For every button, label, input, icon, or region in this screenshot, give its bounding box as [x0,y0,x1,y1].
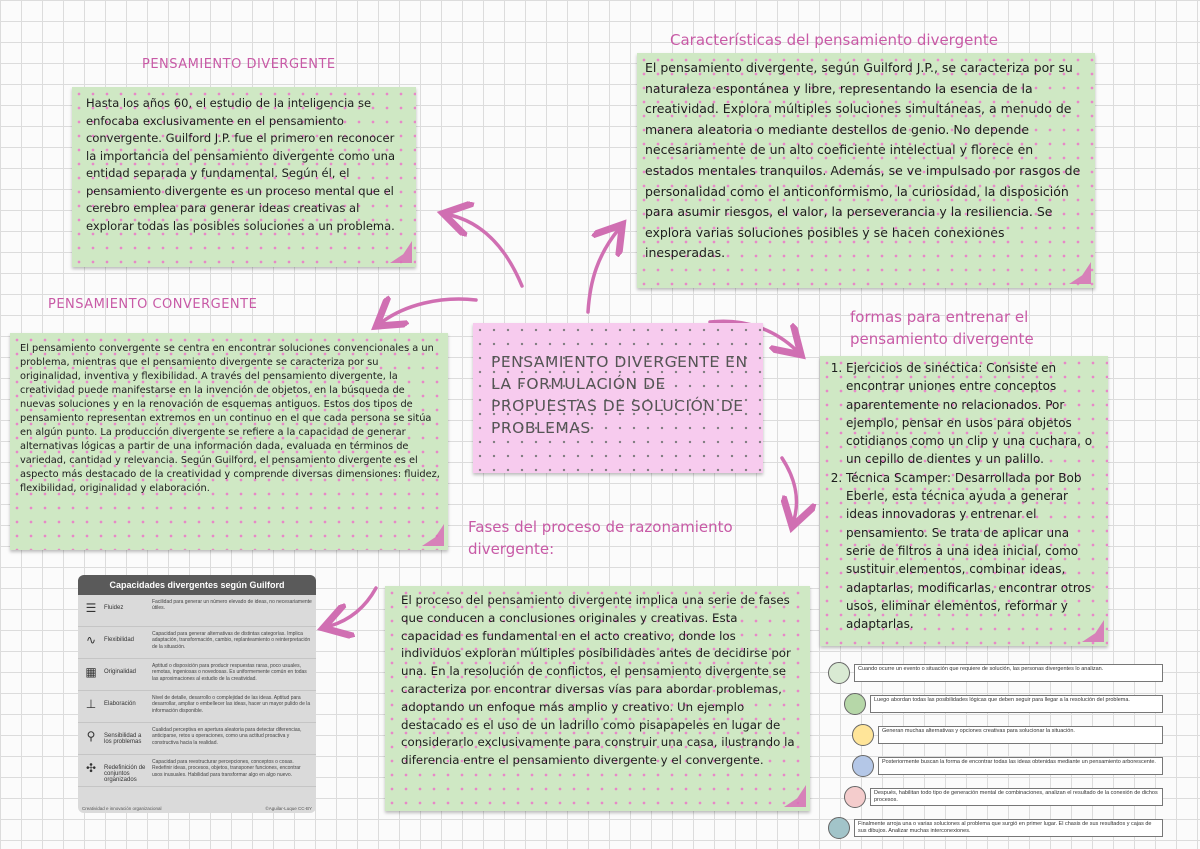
figure-row-label: Elaboración [104,701,136,707]
list-icon: ☰ [85,601,97,615]
figure-row-desc: Aptitud o disposición para producir respuestas raras, poco usuales, remotas, ingeniosas o novedosas. Es uniformemente común en todas las aproximaciones al estudio de la creatividad. [152,663,307,682]
hierarchy-icon: ⊥ [85,697,97,711]
fases-heading: Fases del proceso de razonamiento divergente: [468,518,733,558]
central-topic [473,323,763,473]
fases-text: El proceso del pensamiento divergente implica una serie de fases que conducen a conclusiones originales y creativas. Esta capacidad es fundamental en el acto creativo, donde los individuos exploran múltiples posibilidades antes de decidirse por una. En la resolución de conflictos, el pensamiento divergente se caracteriza por encontrar diversas vías para abordar problemas, adoptando un enfoque más amplio y creativo. Un ejemplo destacado es el uso de un ladrillo como pisapapeles en lugar de considerarlo exclusivamente para construir una casa, ilustrando la diferencia entre el pensamiento divergente y el convergente. [401,593,795,768]
arrow-to-figure [330,588,376,626]
step-text: Cuando ocurre un evento o situación que requiere de solución, las personas divergentes lo analizan. [854,664,1163,682]
figure-row [78,723,316,755]
puzzle-icon: ✣ [85,761,97,775]
step-text: Generan muchas alternativas y opciones creativas para solucionar la situación. [878,726,1163,744]
figure-row [78,595,316,627]
formas-item-2: 2. Técnica Scamper: Desarrollada por Bob Eberle, esta técnica ayuda a generar ideas innovadoras y entrenar el pensamiento. Se trata de aplicar una serie de filtros a una idea inicial, como sustituir elementos, combinar ideas, adaptarlas, modificarlas, encontrar otros usos, eliminar elementos, reformar y adaptarlas. [846,469,1100,634]
figure-row-label: Fluidez [104,605,124,611]
figure-title: Capacidades divergentes según Guilford [78,575,316,595]
figure-row-desc: Nivel de detalle, desarrollo o complejidad de las ideas. Aptitud para desarrollar, ampliar o embellecer las ideas, hacer un mayor pulido de la información disponible. [152,695,311,714]
step-text: Posteriormente buscan la forma de encontrar todas las ideas obtenidas mediante un pensamiento arborescente. [878,757,1163,775]
figure-row [78,659,316,691]
fases-box [385,586,810,811]
process-step [852,724,1163,746]
process-step [828,817,1163,839]
step-text: Después, habilitan todo tipo de generación mental de combinaciones, analizan el resultado de la conexión de dichos procesos. [870,788,1163,806]
figure-row-label: Originalidad [104,669,137,675]
flexibility-icon: ∿ [85,633,97,647]
formas-item-1: 1. Ejercicios de sinéctica: Consiste en encontrar uniones entre conceptos aparentemente no relacionados. Por ejemplo, pensar en usos para objetos cotidianos como un clip y una cuchara, o un cepillo de dientes y un palillo. [846,359,1100,469]
arrow-to-caracteristicas [588,230,618,312]
figure-row [78,755,316,787]
central-title: PENSAMIENTO DIVERGENTE EN LA FORMULACIÓN DE PROPUESTAS DE SOLUCIÓN DE PROBLEMAS [491,353,748,437]
formas-heading: formas para entrenar el pensamiento divergente [850,308,1034,348]
formas-box [820,356,1108,646]
divergente-heading: PENSAMIENTO DIVERGENTE [142,57,336,72]
convergente-box [10,333,448,550]
step-text: Luego abordan todas las posibilidades lógicas que deben seguir para llegar a la resolución del problema. [870,695,1163,713]
caracteristicas-text: El pensamiento divergente, según Guilford J.P., se caracteriza por su naturaleza espontánea y libre, representando la esencia de la creatividad. Explora múltiples soluciones simultáneas, a menudo de manera aleatoria o mediante destellos de genio. No depende necesariamente de un alto coeficiente intelectual y florece en estados mentales tranquilos. Además, se ve impulsado por rasgos de personalidad como el anticonformismo, la curiosidad, la disposición para asumir riesgos, el valor, la perseverancia y la resiliencia. Se explora varias soluciones posibles y se hacen conexiones inesperadas. [645,60,1081,261]
arrow-to-divergente [450,215,522,286]
process-step [844,786,1163,808]
figure-row-label: Redefinición de conjuntos organizados [104,765,146,783]
figure-footer [82,806,312,811]
figure-footer-right: ©Aguilar-Luque CC-BY [265,806,312,811]
process-step [828,662,1163,684]
guilford-capacities-figure [78,575,316,813]
process-step [852,755,1163,777]
convergente-heading: PENSAMIENTO CONVERGENTE [48,297,258,312]
figure-row-desc: Facilidad para generar un número elevado de ideas, no necesariamente útiles. [152,599,312,612]
caracteristicas-box [637,53,1095,288]
figure-row-desc: Cualidad perceptiva en apertura aleatoria para detectar diferencias, anticiparse, retos u operaciones, como una actitud proactiva y constructiva hacia la realidad. [152,727,302,746]
figure-row-label: Sensibilidad a los problemas [104,733,142,745]
convergente-text: El pensamiento convergente se centra en encontrar soluciones convencionales a un problema, mientras que el pensamiento divergente se caracteriza por su originalidad, inventiva y flexibilidad. A través del pensamiento divergente, la creatividad puede manifestarse en la invención de objetos, en la búsqueda de nuevas soluciones y en la renovación de esquemas antiguos. Estos dos tipos de pensamiento representan extremos en un continuo en el que cada persona se sitúa en algún punto. La producción divergente se refiere a la capacidad de generar alternativas lógicas a partir de una información dada, evaluada en términos de variedad, cantidad y relevancia. Según Guilford, el pensamiento divergente es el aspecto más destacado de la creatividad y comprende diversas dimensiones: fluidez, flexibilidad, originalidad y elaboración. [20,343,440,494]
arrow-to-convergente [382,299,476,322]
figure-row-label: Flexibilidad [104,637,135,643]
figure-row [78,691,316,723]
process-steps-diagram [828,662,1163,842]
step-dot [844,693,866,715]
figure-row-desc: Capacidad para reestructurar percepciones, conceptos o cosas. Redefinir ideas, procesos, objetos, transponer funciones, encontrar usos inusuales. Habilidad para transformar algo en algo nuevo. [152,759,301,778]
figure-row [78,627,316,659]
divergente-box [72,87,416,267]
step-dot [844,786,866,808]
figure-footer-left: Creatividad e innovación organizacional [82,806,162,811]
divergente-text: Hasta los años 60, el estudio de la inteligencia se enfocaba exclusivamente en el pensamiento convergente. Guilford J.P. fue el primero en reconocer la importancia del pensamiento divergente como una entidad separada y fundamental. Según él, el pensamiento divergente es un proceso mental que el cerebro emplea para generar ideas creativas al explorar todas las posibles soluciones a un problema. [86,96,395,233]
arrow-to-fases [782,458,797,520]
step-dot [828,662,850,684]
step-dot [828,817,850,839]
step-text: Finalmente arroja una o varias soluciones al problema que surgió en primer lugar. El chasis de sus resultados y cajas de sus dibujos. Analizar muchas interconexiones. [854,819,1163,837]
figure-row-desc: Capacidad para generar alternativas de distintas categorías. Implica adaptación, transformación, cambio, replanteamiento o reinterpretación de la situación. [152,631,311,650]
grid-icon: ▦ [85,665,97,679]
step-dot [852,755,874,777]
magnifier-icon: ⚲ [86,729,96,743]
step-dot [852,724,874,746]
caracteristicas-heading: Características del pensamiento divergente [670,31,998,49]
process-step [844,693,1163,715]
formas-list [828,359,1100,633]
